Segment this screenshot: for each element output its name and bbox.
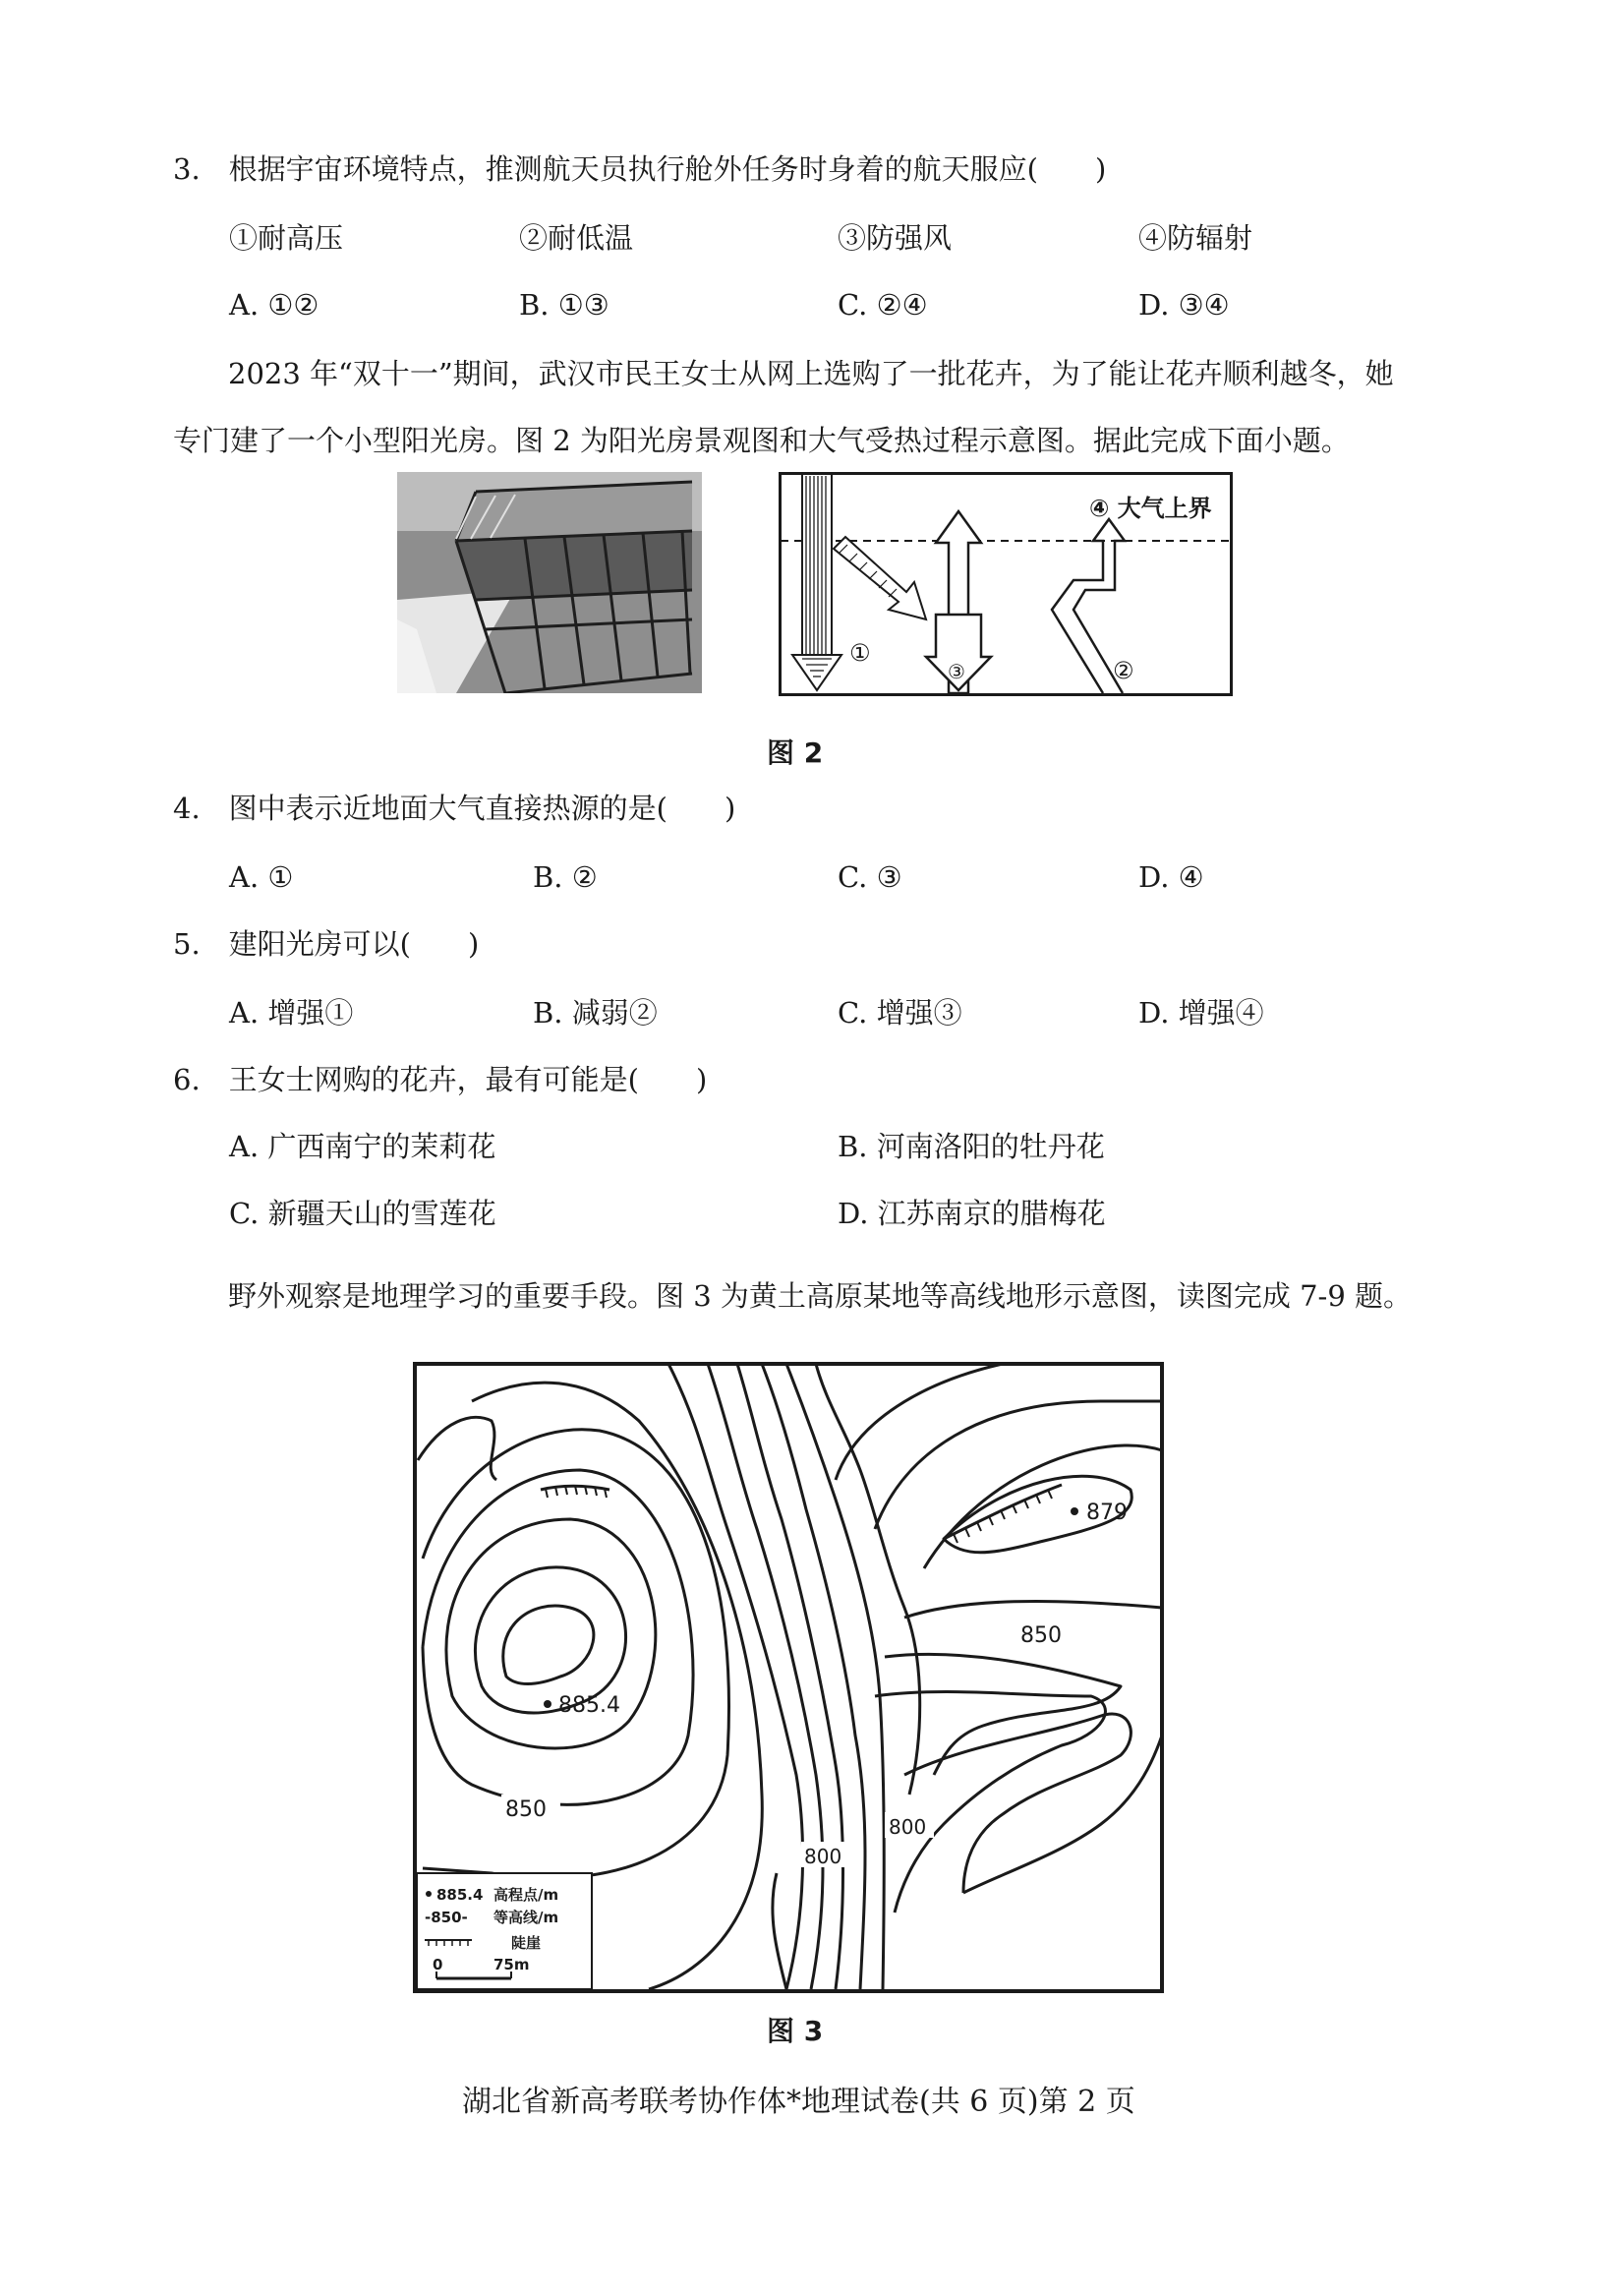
q3-item-2: ②耐低温: [519, 221, 634, 255]
spot-height-879: 879: [1086, 1501, 1128, 1525]
contour-label-850-right: 850: [1020, 1623, 1062, 1648]
q4-option-a: A. ①: [229, 860, 294, 894]
q5-option-a: A. 增强①: [229, 996, 354, 1030]
q3-option-c: C. ②④: [838, 288, 928, 322]
question-3-stem: 3. 根据宇宙环境特点，推测航天员执行舱外任务时身着的航天服应( ): [173, 152, 1107, 186]
q3-option-b: B. ①③: [519, 288, 609, 322]
question-4-stem: 4. 图中表示近地面大气直接热源的是( ): [173, 792, 736, 825]
figure-2-caption: 图 2: [767, 736, 824, 769]
q3-item-3: ③防强风: [838, 221, 953, 255]
marker-1: ①: [849, 639, 871, 667]
q6-option-d: D. 江苏南京的腊梅花: [838, 1197, 1106, 1230]
q6-option-b: B. 河南洛阳的牡丹花: [838, 1130, 1105, 1163]
contour-label-800-right: 800: [889, 1815, 927, 1839]
q5-option-b: B. 减弱②: [533, 996, 658, 1030]
atmosphere-heating-diagram: [779, 472, 1233, 696]
legend-contour-text: 等高线/m: [493, 1909, 559, 1926]
contour-label-850-left: 850: [505, 1797, 547, 1822]
q6-option-a: A. 广西南宁的茉莉花: [229, 1130, 496, 1163]
intro-paragraph-line-1: 2023 年“双十一”期间，武汉市民王女士从网上选购了一批花卉，为了能让花卉顺利越冬，她: [228, 357, 1394, 390]
q3-option-a: A. ①②: [229, 288, 319, 322]
marker-3: ③: [948, 660, 965, 683]
q5-option-c: C. 增强③: [838, 996, 962, 1030]
map-legend: [417, 1873, 592, 1989]
q3-item-1: ①耐高压: [229, 221, 344, 255]
q4-option-c: C. ③: [838, 860, 902, 894]
marker-2: ②: [1113, 657, 1134, 684]
intro-paragraph-line-2: 专门建了一个小型阳光房。图 2 为阳光房景观图和大气受热过程示意图。据此完成下面小题。: [173, 424, 1350, 457]
contour-label-800-left: 800: [804, 1845, 842, 1868]
diagram-label-top: ④ 大气上界: [1089, 495, 1212, 522]
intro-2-paragraph: 野外观察是地理学习的重要手段。图 3 为黄土高原某地等高线地形示意图，读图完成 7-9 题。: [228, 1279, 1413, 1313]
legend-spot-value: 885.4: [436, 1886, 484, 1904]
q3-option-d: D. ③④: [1138, 288, 1230, 322]
q5-option-d: D. 增强④: [1138, 996, 1264, 1030]
scale-zero: 0: [433, 1956, 443, 1973]
scale-length: 75m: [493, 1956, 530, 1973]
legend-contour-value: -850-: [425, 1909, 468, 1926]
q3-item-4: ④防辐射: [1138, 221, 1253, 255]
q4-option-b: B. ②: [533, 860, 598, 894]
question-5-stem: 5. 建阳光房可以( ): [173, 927, 480, 961]
spot-height-885-4: 885.4: [558, 1693, 620, 1718]
question-6-stem: 6. 王女士网购的花卉，最有可能是( ): [173, 1063, 708, 1096]
legend-cliff-text: 陡崖: [511, 1934, 542, 1952]
q4-option-d: D. ④: [1138, 860, 1204, 894]
legend-spot-text: 高程点/m: [493, 1886, 559, 1904]
q6-option-c: C. 新疆天山的雪莲花: [229, 1197, 496, 1230]
page-footer: 湖北省新高考联考协作体*地理试卷(共 6 页)第 2 页: [462, 2085, 1135, 2119]
figure-3-caption: 图 3: [767, 2015, 824, 2047]
sunroom-photo: [397, 472, 702, 693]
contour-map: [413, 1362, 1164, 1993]
